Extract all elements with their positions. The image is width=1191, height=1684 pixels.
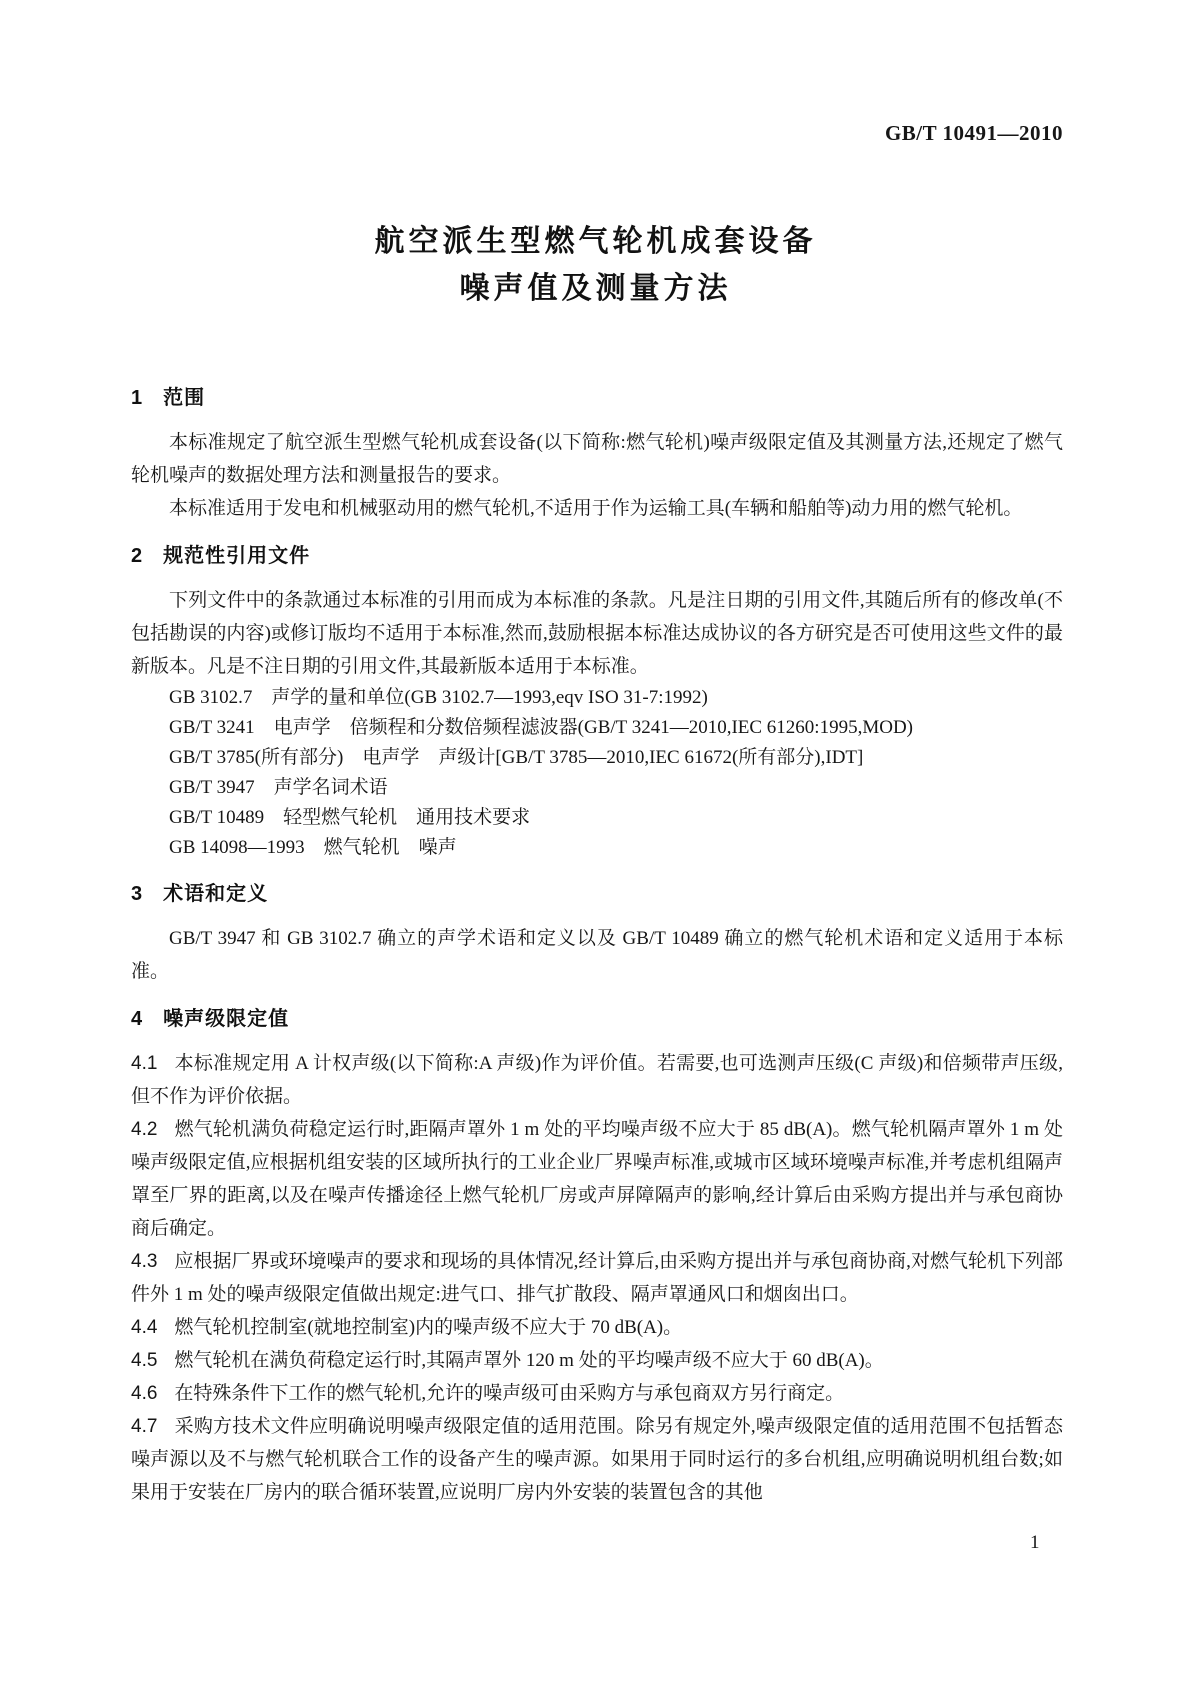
section-3-number: 3	[131, 883, 143, 905]
clause-4-7-text: 采购方技术文件应明确说明噪声级限定值的适用范围。除另有规定外,噪声级限定值的适用范围不包括暂态噪声源以及不与燃气轮机联合工作的设备产生的噪声源。如果用于同时运行的多台机组,应明确说明机组台数;如果用于安装在厂房内的联合循环装置,应说明厂房内外安装的装置包含的其他	[131, 1416, 1063, 1503]
reference-item: GB 14098—1993 燃气轮机 噪声	[169, 837, 457, 858]
clause-4-5-number: 4.5	[131, 1350, 158, 1371]
section-4-title: 噪声级限定值	[163, 1008, 290, 1030]
section-3-title: 术语和定义	[163, 883, 269, 905]
section-2-number: 2	[131, 545, 143, 567]
clause-4-1-text: 本标准规定用 A 计权声级(以下简称:A 声级)作为评价值。若需要,也可选测声压级(C 声级)和倍频带声压级,但不作为评价依据。	[131, 1053, 1063, 1107]
reference-item: GB/T 3241 电声学 倍频程和分数倍频程滤波器(GB/T 3241—2010,IEC 61260:1995,MOD)	[169, 717, 913, 738]
section-1-paragraph-2: 本标准适用于发电和机械驱动用的燃气轮机,不适用于作为运输工具(车辆和船舶等)动力用的燃气轮机。	[169, 498, 1023, 519]
section-1-paragraph-1: 本标准规定了航空派生型燃气轮机成套设备(以下简称:燃气轮机)噪声级限定值及其测量方法,还规定了燃气轮机噪声的数据处理方法和测量报告的要求。	[131, 432, 1063, 486]
section-3-paragraph-1: GB/T 3947 和 GB 3102.7 确立的声学术语和定义以及 GB/T 10489 确立的燃气轮机术语和定义适用于本标准。	[131, 928, 1063, 982]
clause-4-1	[131, 1047, 1063, 1113]
clause-4-7	[131, 1410, 1063, 1509]
title-line-2: 噪声值及测量方法	[459, 272, 732, 305]
section-1-heading	[131, 383, 1063, 413]
section-3-terms-definitions	[131, 879, 1063, 988]
section-1-scope	[131, 383, 1063, 525]
clause-4-3-text: 应根据厂界或环境噪声的要求和现场的具体情况,经计算后,由采购方提出并与承包商协商,对燃气轮机下列部件外 1 m 处的噪声级限定值做出规定:进气口、排气扩散段、隔声罩通风口和烟囱出口。	[131, 1251, 1063, 1305]
section-4-heading	[131, 1004, 1063, 1034]
clause-4-2-text: 燃气轮机满负荷稳定运行时,距隔声罩外 1 m 处的平均噪声级不应大于 85 dB(A)。燃气轮机隔声罩外 1 m 处噪声级限定值,应根据机组安装的区域所执行的工业企业厂界噪声标准,或城市区域环境噪声标准,并考虑机组隔声罩至厂界的距离,以及在噪声传播途径上燃气轮机厂房或声屏障隔声的影响,经计算后由采购方提出并与承包商协商后确定。	[131, 1119, 1063, 1239]
clause-4-5	[131, 1344, 1063, 1377]
clause-4-6-number: 4.6	[131, 1383, 158, 1404]
section-2-title: 规范性引用文件	[163, 545, 311, 567]
section-1-number: 1	[131, 387, 143, 409]
document-title	[0, 218, 1191, 312]
clause-4-3	[131, 1245, 1063, 1311]
document-body	[131, 383, 1063, 1509]
clause-4-5-text: 燃气轮机在满负荷稳定运行时,其隔声罩外 120 m 处的平均噪声级不应大于 60 dB(A)。	[174, 1350, 884, 1371]
clause-4-4-text: 燃气轮机控制室(就地控制室)内的噪声级不应大于 70 dB(A)。	[174, 1317, 683, 1338]
clause-4-4	[131, 1311, 1063, 1344]
clause-4-2-number: 4.2	[131, 1119, 158, 1140]
reference-item: GB/T 3947 声学名词术语	[169, 777, 388, 798]
reference-item: GB/T 10489 轻型燃气轮机 通用技术要求	[169, 807, 531, 828]
section-2-normative-references	[131, 541, 1063, 863]
section-3-heading	[131, 879, 1063, 909]
clause-4-4-number: 4.4	[131, 1317, 158, 1338]
clause-4-7-number: 4.7	[131, 1416, 158, 1437]
clause-4-3-number: 4.3	[131, 1251, 158, 1272]
clause-4-2	[131, 1113, 1063, 1245]
clause-4-6	[131, 1377, 1063, 1410]
section-4-number: 4	[131, 1008, 143, 1030]
clause-4-6-text: 在特殊条件下工作的燃气轮机,允许的噪声级可由采购方与承包商双方另行商定。	[174, 1383, 845, 1404]
title-line-1: 航空派生型燃气轮机成套设备	[374, 225, 817, 258]
section-1-title: 范围	[163, 387, 206, 409]
section-4-noise-limits	[131, 1004, 1063, 1509]
document-header	[131, 121, 1063, 146]
reference-item: GB/T 3785(所有部分) 电声学 声级计[GB/T 3785—2010,IEC 61672(所有部分),IDT]	[169, 747, 864, 768]
standard-number: GB/T 10491—2010	[884, 121, 1063, 145]
section-2-heading	[131, 541, 1063, 571]
clause-4-1-number: 4.1	[131, 1053, 158, 1074]
section-2-paragraph-1: 下列文件中的条款通过本标准的引用而成为本标准的条款。凡是注日期的引用文件,其随后所有的修改单(不包括勘误的内容)或修订版均不适用于本标准,然而,鼓励根据本标准达成协议的各方研究是否可使用这些文件的最新版本。凡是不注日期的引用文件,其最新版本适用于本标准。	[131, 590, 1063, 677]
page-number: 1	[1030, 1532, 1040, 1553]
reference-item: GB 3102.7 声学的量和单位(GB 3102.7—1993,eqv ISO 31-7:1992)	[169, 687, 708, 708]
